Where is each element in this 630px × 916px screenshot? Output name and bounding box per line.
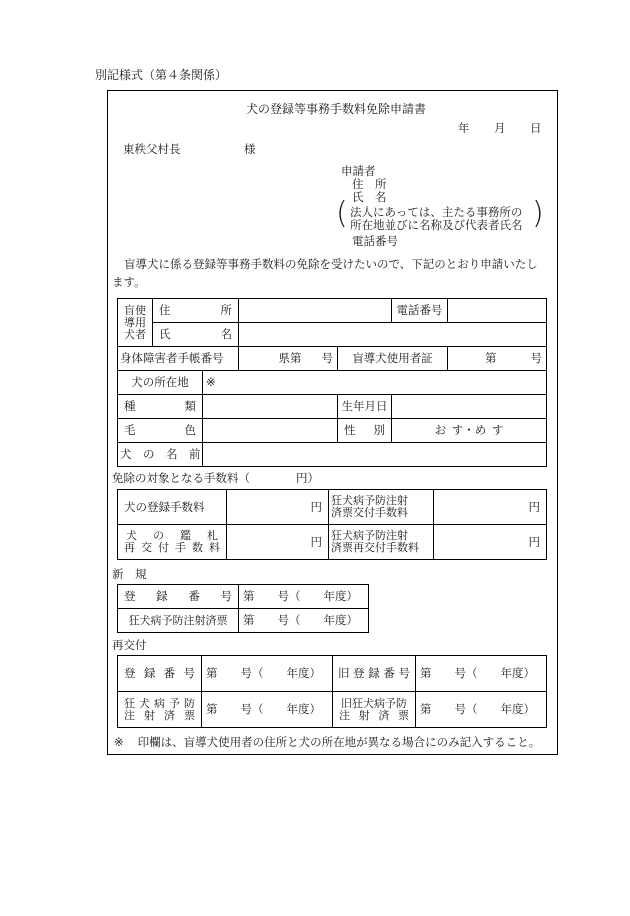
user-group-label: 盲使 導用 犬者 xyxy=(118,299,153,347)
breed-field[interactable] xyxy=(203,395,338,419)
footnote-mark: ※ xyxy=(114,735,124,749)
cert-label: 盲導犬使用者証 xyxy=(338,347,448,371)
user-name-field[interactable] xyxy=(239,323,547,347)
cert-field[interactable]: 第 号 xyxy=(448,347,547,371)
birth-field[interactable] xyxy=(392,395,547,419)
new-reg-no-label: 登 録 番 号 xyxy=(118,585,239,609)
reissue-reg-no-label: 登 録 番 号 xyxy=(118,656,202,692)
sex-field[interactable]: お す・め す xyxy=(392,419,547,443)
sex-label: 性 別 xyxy=(338,419,392,443)
reissue-reg-no-field[interactable]: 第 号（ 年度） xyxy=(202,656,333,692)
tag-reissue-fee-field[interactable]: 円 xyxy=(227,525,329,560)
form-caption: 別記様式（第４条関係） xyxy=(95,68,228,82)
footnote xyxy=(114,734,540,750)
user-phone-label: 電話番号 xyxy=(392,299,448,323)
reissue-table xyxy=(117,655,547,728)
old-reg-no-field[interactable]: 第 号（ 年度） xyxy=(416,656,547,692)
intro-line2: ます。 xyxy=(112,275,146,289)
user-address-field[interactable] xyxy=(239,299,392,323)
rabies-reissue-fee-label: 狂犬病予防注射 済票再交付手数料 xyxy=(329,525,434,560)
fee-heading: 免除の対象となる手数料（ 円） xyxy=(112,471,319,485)
reissue-rabies-label: 狂 犬 病 予 防 注 射 済 票 xyxy=(118,692,202,728)
applicant-label: 申請者 xyxy=(341,164,376,178)
color-label: 毛 色 xyxy=(118,419,203,443)
date-year: 年 xyxy=(458,121,470,135)
applicant-phone-label: 電話番号 xyxy=(352,234,398,248)
user-name-label: 氏 名 xyxy=(153,323,239,347)
tag-reissue-fee-label: 犬 の 鑑 札 再 交 付 手 数 料 xyxy=(118,525,227,560)
new-rabies-label: 狂犬病予防注射済票 xyxy=(118,609,239,633)
reissue-heading: 再交付 xyxy=(112,638,147,652)
corp-note-line2: 所在地並びに名称及び代表者氏名 xyxy=(350,218,523,232)
date-month: 月 xyxy=(494,121,506,135)
open-paren: ( xyxy=(336,196,348,231)
new-heading: 新 規 xyxy=(112,567,147,581)
reg-fee-field[interactable]: 円 xyxy=(227,490,329,525)
applicant-address-label: 住 所 xyxy=(352,177,387,191)
applicant-name-label: 氏 名 xyxy=(352,190,387,204)
handbook-field[interactable]: 県第 号 xyxy=(239,347,338,371)
rabies-fee-field[interactable]: 円 xyxy=(434,490,547,525)
addressee-sama: 様 xyxy=(244,142,256,156)
rabies-fee-label: 狂犬病予防注射 済票交付手数料 xyxy=(329,490,434,525)
reg-fee-label: 犬の登録手数料 xyxy=(118,490,227,525)
new-table xyxy=(117,584,369,633)
location-label: 犬の所在地 xyxy=(118,371,203,395)
dog-name-label: 犬 の 名 前 xyxy=(118,443,203,467)
user-address-label: 住 所 xyxy=(153,299,239,323)
location-field[interactable]: ※ xyxy=(203,371,547,395)
new-reg-no-field[interactable]: 第 号（ 年度） xyxy=(239,585,369,609)
fee-table xyxy=(117,489,547,560)
intro-line1: 盲導犬に係る登録等事務手数料の免除を受けたいので、下記のとおり申請いたし xyxy=(124,257,538,271)
footnote-text: 印欄は、盲導犬使用者の住所と犬の所在地が異なる場合にのみ記入すること。 xyxy=(137,735,541,749)
dog-name-field[interactable] xyxy=(203,443,547,467)
close-paren: ) xyxy=(532,196,544,231)
old-reg-no-label: 旧 登 録 番 号 xyxy=(333,656,416,692)
breed-label: 種 類 xyxy=(118,395,203,419)
addressee: 東秩父村長 xyxy=(123,142,181,156)
reissue-rabies-field[interactable]: 第 号（ 年度） xyxy=(202,692,333,728)
user-phone-field[interactable] xyxy=(448,299,547,323)
color-field[interactable] xyxy=(203,419,338,443)
old-rabies-field[interactable]: 第 号（ 年度） xyxy=(416,692,547,728)
handbook-label: 身体障害者手帳番号 xyxy=(118,347,239,371)
user-dog-table xyxy=(117,298,547,467)
birth-label: 生年月日 xyxy=(338,395,392,419)
rabies-reissue-fee-field[interactable]: 円 xyxy=(434,525,547,560)
form-title: 犬の登録等事務手数料免除申請書 xyxy=(246,102,427,116)
corp-note-line1: 法人にあっては、主たる事務所の xyxy=(350,205,523,219)
old-rabies-label: 旧狂犬病予防 注 射 済 票 xyxy=(333,692,416,728)
new-rabies-field[interactable]: 第 号（ 年度） xyxy=(239,609,369,633)
date-day: 日 xyxy=(530,121,542,135)
